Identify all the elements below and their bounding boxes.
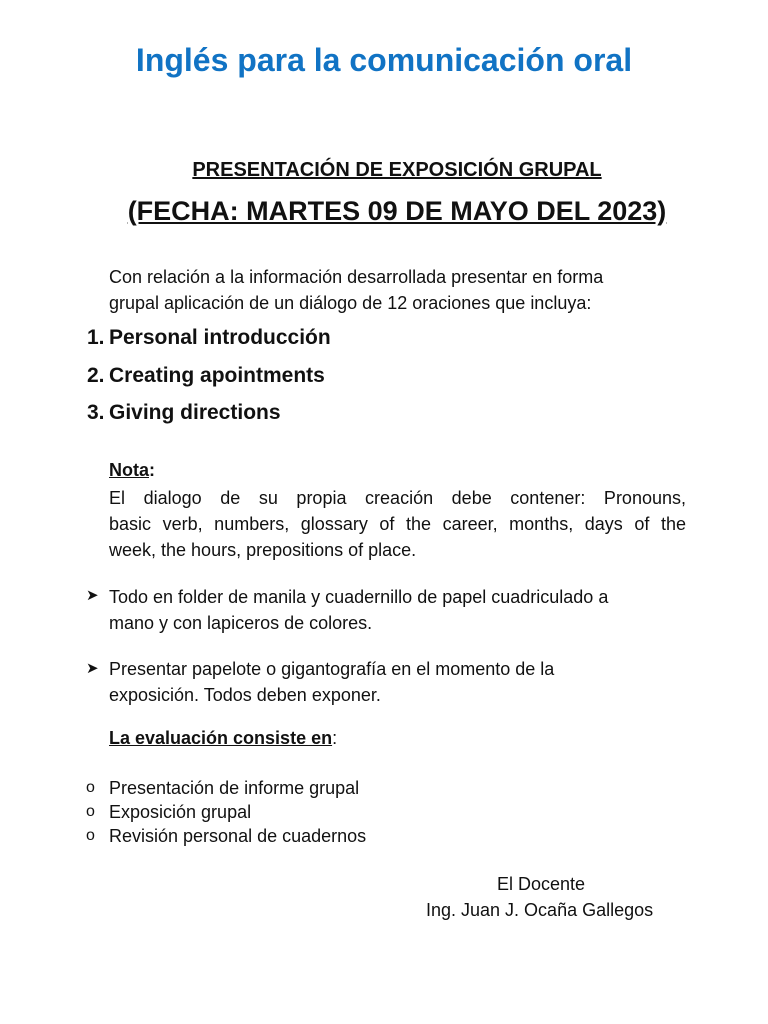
bullet-item bbox=[109, 584, 608, 636]
nota-paragraph bbox=[109, 485, 686, 563]
nota-line: basic verb, numbers, glossary of the career, months, days of the bbox=[109, 514, 686, 534]
topic-number: 3. bbox=[87, 401, 105, 424]
topic-number: 1. bbox=[87, 326, 105, 349]
arrow-bullet-icon: ➤ bbox=[86, 660, 99, 677]
topic-item bbox=[87, 364, 487, 390]
nota-line: week, the hours, prepositions of place. bbox=[109, 540, 417, 560]
topic-label: Giving directions bbox=[109, 401, 281, 424]
evaluation-heading bbox=[109, 728, 337, 749]
document-subtitle: PRESENTACIÓN DE EXPOSICIÓN GRUPAL bbox=[192, 159, 602, 181]
nota-heading bbox=[109, 460, 155, 481]
bullet-line: exposición. Todos deben exponer. bbox=[109, 685, 381, 705]
bullet-line: Presentar papelote o gigantografía en el momento de la bbox=[109, 659, 555, 679]
topic-label: Creating apointments bbox=[109, 364, 325, 387]
evaluation-item: Exposición grupal bbox=[109, 802, 252, 822]
circle-bullet-icon: o bbox=[86, 827, 95, 844]
nota-colon: : bbox=[149, 460, 155, 480]
bullet-item bbox=[109, 656, 554, 708]
topic-item bbox=[87, 326, 487, 352]
circle-bullet-icon: o bbox=[86, 803, 95, 820]
bullet-line: mano y con lapiceros de colores. bbox=[109, 613, 373, 633]
topic-label: Personal introducción bbox=[109, 326, 331, 349]
nota-label: Nota bbox=[109, 460, 149, 480]
presentation-date: (FECHA: MARTES 09 DE MAYO DEL 2023) bbox=[127, 196, 667, 226]
circle-bullet-icon: o bbox=[86, 779, 95, 796]
intro-paragraph bbox=[109, 264, 603, 316]
evaluation-colon: : bbox=[332, 728, 338, 748]
intro-line: grupal aplicación de un diálogo de 12 oraciones que incluya: bbox=[109, 293, 592, 313]
evaluation-label: La evaluación consiste en bbox=[109, 728, 333, 748]
topic-item bbox=[87, 401, 487, 427]
evaluation-item: Presentación de informe grupal bbox=[109, 778, 360, 798]
arrow-bullet-icon: ➤ bbox=[86, 587, 99, 604]
evaluation-item: Revisión personal de cuadernos bbox=[109, 826, 367, 846]
signature-name: Ing. Juan J. Ocaña Gallegos bbox=[426, 900, 654, 920]
nota-line: El dialogo de su propia creación debe contener: Pronouns, bbox=[109, 488, 686, 508]
intro-line: Con relación a la información desarrollada presentar en forma bbox=[109, 267, 604, 287]
document-title: Inglés para la comunicación oral bbox=[135, 42, 633, 78]
bullet-line: Todo en folder de manila y cuadernillo de papel cuadriculado a bbox=[109, 587, 609, 607]
topic-number: 2. bbox=[87, 364, 105, 387]
signature-role: El Docente bbox=[496, 874, 586, 894]
